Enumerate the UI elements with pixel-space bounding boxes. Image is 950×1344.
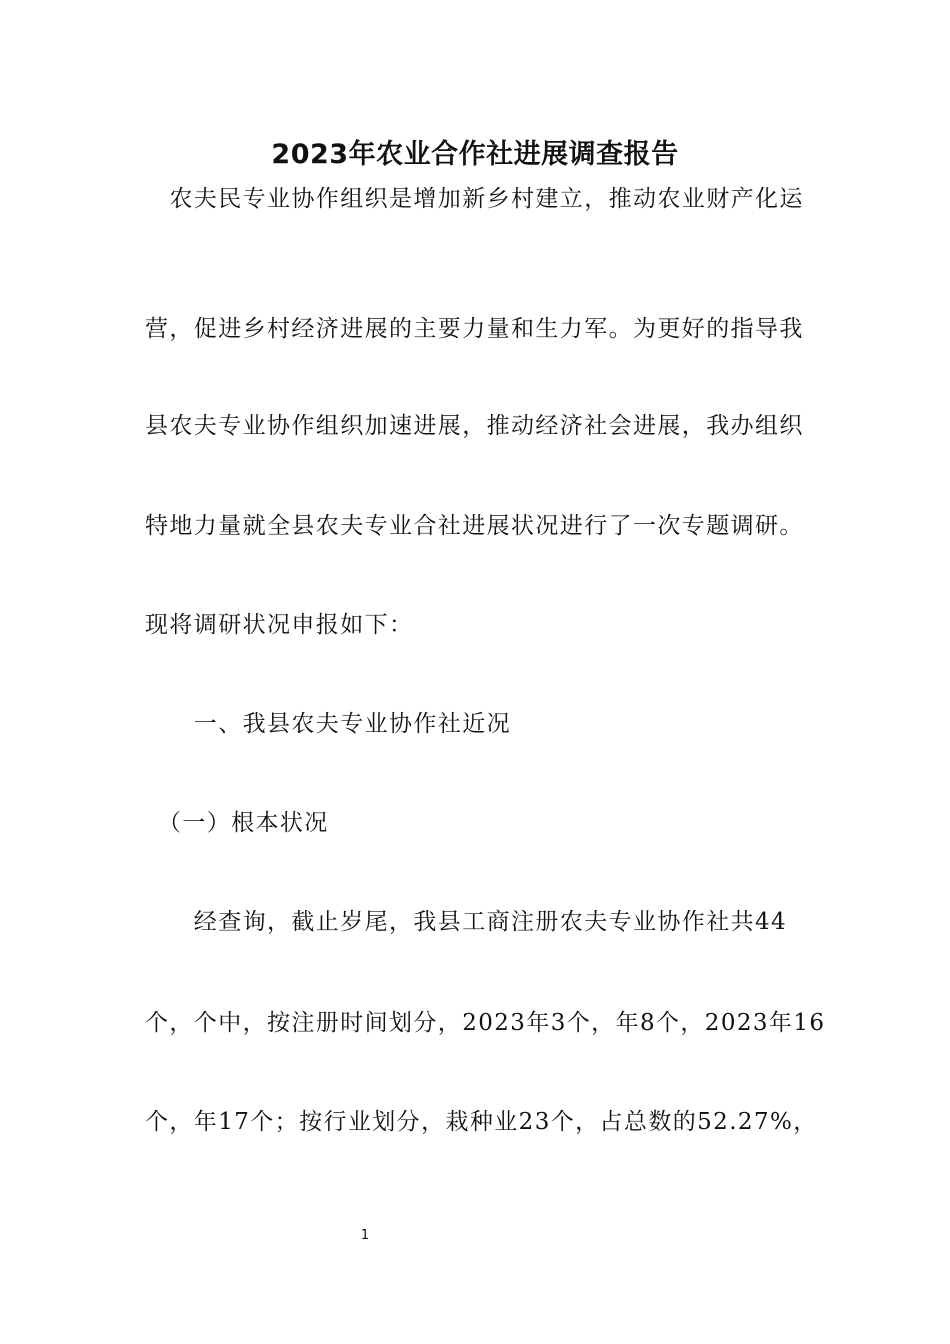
paragraph-line: 现将调研状况申报如下： [145, 612, 414, 638]
section-heading: 一、我县农夫专业协作社近况 [145, 711, 511, 737]
paragraph-line: 个，个中，按注册时间划分，2023年3个，年8个，2023年16 [145, 1010, 826, 1036]
paragraph-line: 农夫民专业协作组织是增加新乡村建立，推动农业财产化运 [145, 186, 804, 212]
paragraph-line: 经查询，截止岁尾，我县工商注册农夫专业协作社共44 [145, 909, 788, 935]
page-number: 1 [360, 1228, 370, 1243]
paragraph-line: 特地力量就全县农夫专业合社进展状况进行了一次专题调研。 [145, 513, 804, 539]
subsection-heading: （一）根本状况 [145, 810, 329, 836]
document-title: 2023年农业合作社进展调查报告 [271, 139, 679, 170]
paragraph-line: 县农夫专业协作组织加速进展，推动经济社会进展，我办组织 [145, 413, 804, 439]
paragraph-line: 个，年17个；按行业划分，栽种业23个，占总数的52.27%， [145, 1109, 818, 1135]
paragraph-line: 营，促进乡村经济进展的主要力量和生力军。为更好的指导我 [145, 316, 804, 342]
